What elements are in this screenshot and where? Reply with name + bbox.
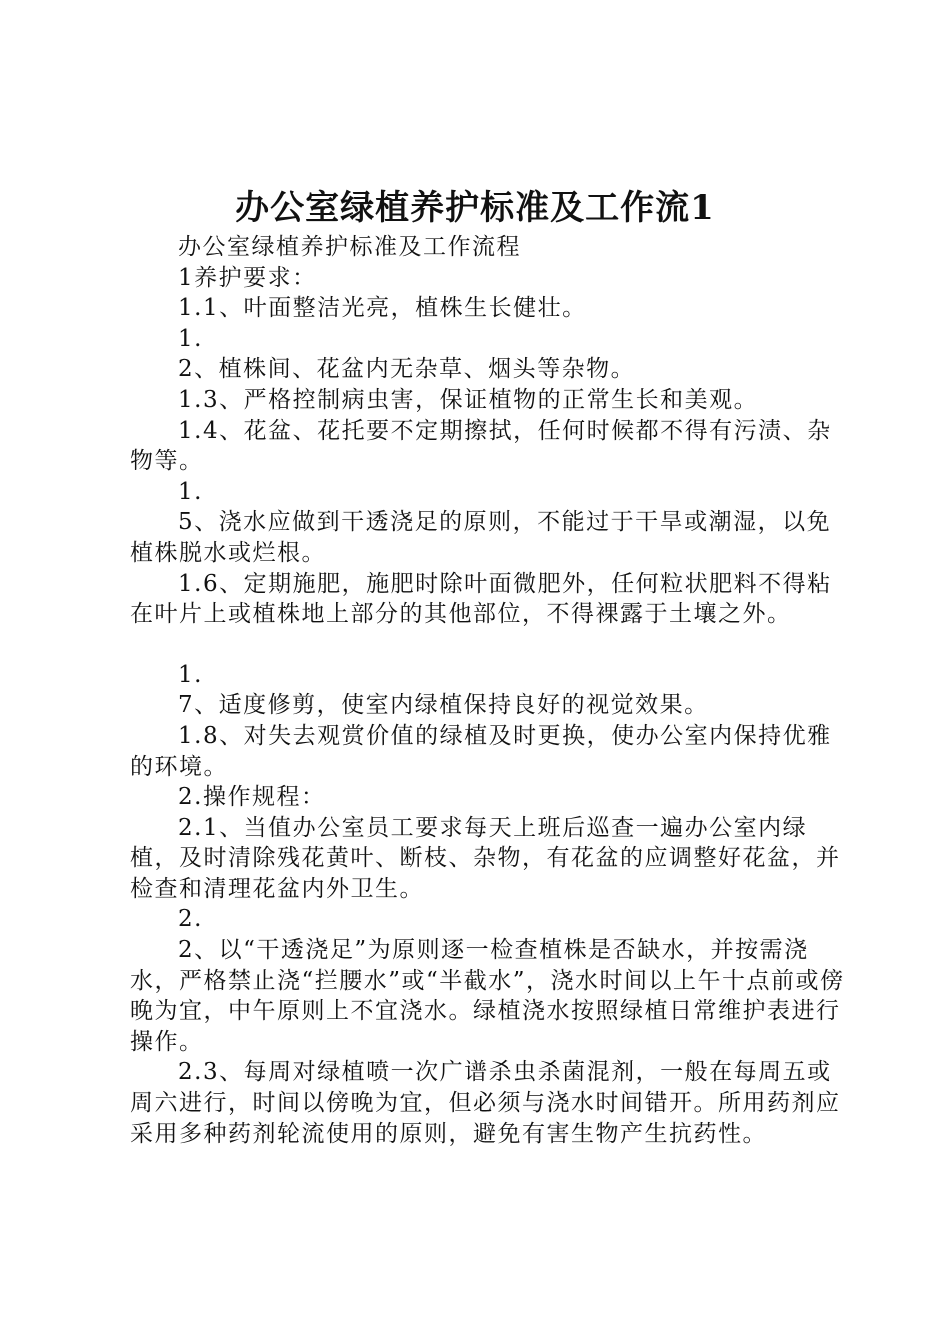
paragraph: 2.3、每周对绿植喷一次广谱杀虫杀菌混剂，一般在每周五或周六进行，时间以傍晚为宜，但必须与浇水时间错开。所用药剂应采用多种药剂轮流使用的原则，避免有害生物产生抗药性。	[130, 1059, 841, 1147]
paragraph: 2、植株间、花盆内无杂草、烟头等杂物。	[178, 356, 636, 383]
paragraph: 1.8、对失去观赏价值的绿植及时更换，使办公室内保持优雅的环境。	[130, 722, 832, 780]
paragraph: 1.3、严格控制病虫害，保证植物的正常生长和美观。	[178, 386, 759, 413]
paragraph: 2.1、当值办公室员工要求每天上班后巡查一遍办公室内绿植，及时清除残花黄叶、断枝、杂物，有花盆的应调整好花盆，并检查和清理花盆内外卫生。	[130, 814, 841, 902]
document-title: 办公室绿植养护标准及工作流1	[235, 188, 715, 228]
paragraph: 1.	[178, 478, 203, 505]
paragraph: 2.	[178, 906, 203, 933]
paragraph: 5、浇水应做到干透浇足的原则，不能过于干旱或潮湿，以免植株脱水或烂根。	[130, 509, 832, 566]
paragraph-subtitle: 办公室绿植养护标准及工作流程	[178, 234, 521, 260]
paragraph: 1.1、叶面整洁光亮，植株生长健壮。	[178, 295, 587, 322]
paragraph: 1.6、定期施肥，施肥时除叶面微肥外，任何粒状肥料不得粘在叶片上或植株地上部分的其他部位，不得裸露于土壤之外。	[130, 570, 832, 628]
paragraph-section-heading: 2.操作规程：	[178, 784, 326, 811]
paragraph: 1.	[178, 661, 203, 688]
document-body	[130, 232, 850, 1149]
paragraph-section-heading: 1养护要求：	[178, 264, 317, 291]
paragraph: 2、以“干透浇足”为原则逐一检查植株是否缺水，并按需浇水，严格禁止浇“拦腰水”或“半截水”，浇水时间以上午十点前或傍晚为宜，中午原则上不宜浇水。绿植浇水按照绿植日常维护表进行操作。	[130, 937, 845, 1055]
paragraph: 1.	[178, 325, 203, 352]
paragraph: 1.4、花盆、花托要不定期擦拭，任何时候都不得有污渍、杂物等。	[130, 417, 832, 475]
paragraph: 7、适度修剪，使室内绿植保持良好的视觉效果。	[178, 692, 709, 719]
